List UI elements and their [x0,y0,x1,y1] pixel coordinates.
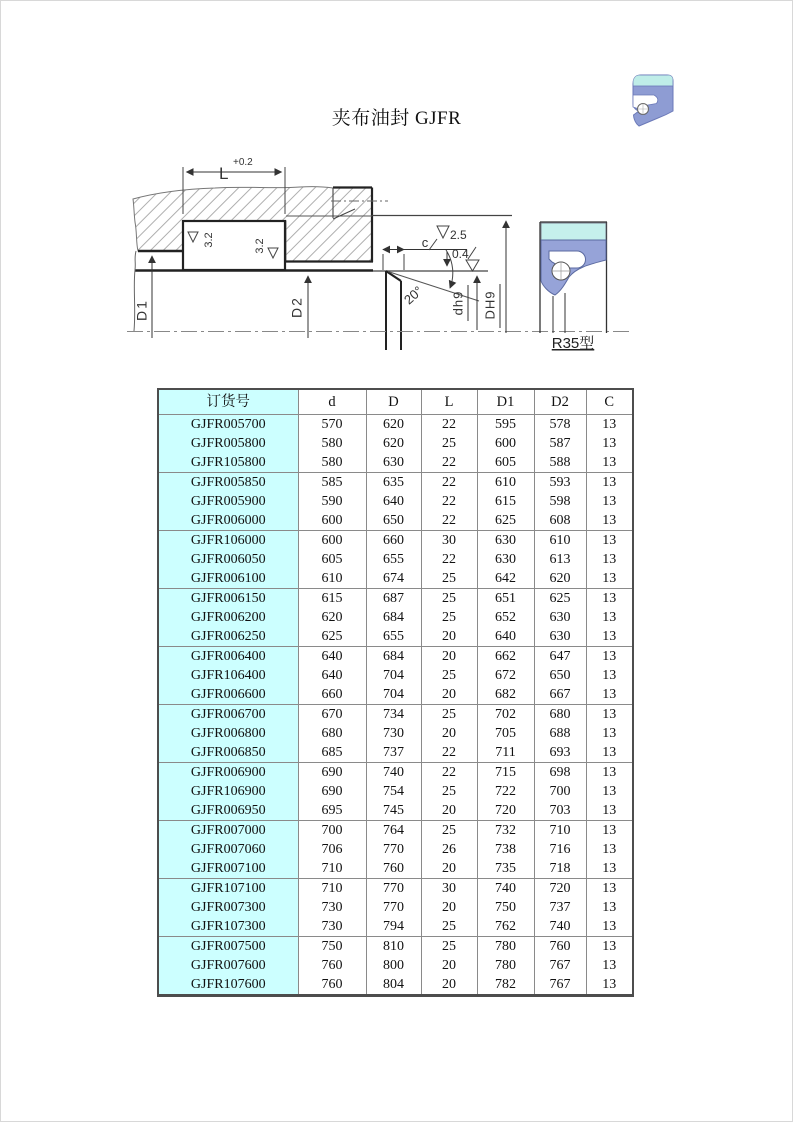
table-cell: 600 [298,511,366,531]
header-d: d [298,389,366,415]
header-C: C [586,389,633,415]
table-cell: 767 [534,975,586,996]
table-cell: 804 [366,975,421,996]
table-cell: 13 [586,473,633,493]
table-cell: 13 [586,821,633,841]
table-cell: 800 [366,956,421,975]
table-cell: 610 [477,473,534,493]
header-D1: D1 [477,389,534,415]
table-cell: 25 [421,666,477,685]
table-cell: 716 [534,840,586,859]
table-row [158,685,633,705]
table-cell: 13 [586,608,633,627]
size-table [157,388,634,997]
table-cell: 750 [477,898,534,917]
table-row [158,879,633,899]
table-cell: 750 [298,937,366,957]
table-cell: 13 [586,743,633,763]
table-cell: 13 [586,589,633,609]
table-cell: 578 [534,415,586,435]
table-cell: 704 [366,666,421,685]
bore-dia-label: DH9 [482,290,498,320]
table-cell: 26 [421,840,477,859]
table-cell: 13 [586,434,633,453]
table-cell: 718 [534,859,586,879]
table-cell: 700 [534,782,586,801]
table-cell: 625 [298,627,366,647]
table-cell: 682 [477,685,534,705]
order-number-cell: GJFR007300 [158,898,298,917]
dia1-label: D1 [133,299,150,321]
order-number-cell: GJFR006050 [158,550,298,569]
table-cell: 30 [421,531,477,551]
dia2-label: D2 [288,296,305,318]
order-number-cell: GJFR007500 [158,937,298,957]
table-cell: 588 [534,453,586,473]
table-cell: 20 [421,647,477,667]
table-cell: 13 [586,666,633,685]
table-cell: 13 [586,531,633,551]
order-number-cell: GJFR007000 [158,821,298,841]
table-row [158,937,633,957]
table-cell: 660 [366,531,421,551]
table-cell: 780 [477,937,534,957]
order-number-cell: GJFR105800 [158,453,298,473]
table-cell: 620 [366,434,421,453]
table-cell: 642 [477,569,534,589]
order-number-cell: GJFR007600 [158,956,298,975]
table-cell: 703 [534,801,586,821]
table-cell: 13 [586,763,633,783]
table-cell: 25 [421,569,477,589]
table-cell: 585 [298,473,366,493]
table-cell: 590 [298,492,366,511]
table-cell: 580 [298,434,366,453]
table-cell: 794 [366,917,421,937]
table-cell: 690 [298,782,366,801]
table-row [158,975,633,996]
size-table-body [158,415,633,996]
order-number-cell: GJFR005700 [158,415,298,435]
table-cell: 640 [477,627,534,647]
table-row [158,415,633,435]
order-number-cell: GJFR006950 [158,801,298,821]
table-cell: 13 [586,647,633,667]
roughness-bottom-label: 0.4 [452,247,469,261]
table-cell: 20 [421,801,477,821]
table-cell: 688 [534,724,586,743]
table-cell: 25 [421,821,477,841]
shaft-dia-label: dh9 [450,290,466,316]
table-row [158,608,633,627]
table-header-row [158,389,633,415]
table-cell: 734 [366,705,421,725]
table-cell: 13 [586,917,633,937]
table-cell: 740 [366,763,421,783]
table-cell: 13 [586,898,633,917]
table-cell: 754 [366,782,421,801]
table-cell: 640 [298,647,366,667]
table-cell: 13 [586,415,633,435]
table-cell: 770 [366,898,421,917]
table-cell: 704 [366,685,421,705]
table-cell: 647 [534,647,586,667]
table-cell: 737 [366,743,421,763]
table-cell: 22 [421,473,477,493]
order-number-cell: GJFR007100 [158,859,298,879]
table-cell: 722 [477,782,534,801]
table-cell: 715 [477,763,534,783]
roughness-mid-label: 3.2 [253,238,266,254]
order-number-cell: GJFR107100 [158,879,298,899]
table-cell: 770 [366,879,421,899]
table-cell: 598 [534,492,586,511]
table-cell: 13 [586,627,633,647]
table-cell: 640 [366,492,421,511]
table-cell: 13 [586,705,633,725]
table-cell: 22 [421,511,477,531]
table-cell: 20 [421,975,477,996]
table-cell: 605 [477,453,534,473]
table-cell: 630 [477,550,534,569]
table-cell: 608 [534,511,586,531]
table-cell: 587 [534,434,586,453]
table-cell: 25 [421,917,477,937]
table-cell: 720 [534,879,586,899]
table-cell: 710 [298,859,366,879]
table-cell: 13 [586,724,633,743]
table-cell: 732 [477,821,534,841]
table-cell: 780 [477,956,534,975]
table-cell: 710 [298,879,366,899]
table-cell: 13 [586,937,633,957]
order-number-cell: GJFR006700 [158,705,298,725]
table-cell: 764 [366,821,421,841]
table-cell: 745 [366,801,421,821]
table-row [158,801,633,821]
table-row [158,569,633,589]
table-cell: 720 [477,801,534,821]
table-row [158,511,633,531]
table-row [158,724,633,743]
dim-length-label: L [219,164,229,183]
table-cell: 22 [421,550,477,569]
table-row [158,956,633,975]
table-cell: 25 [421,434,477,453]
table-cell: 635 [366,473,421,493]
table-cell: 737 [534,898,586,917]
table-row [158,840,633,859]
table-cell: 22 [421,743,477,763]
table-cell: 613 [534,550,586,569]
order-number-cell: GJFR005800 [158,434,298,453]
table-row [158,859,633,879]
table-cell: 600 [298,531,366,551]
table-cell: 13 [586,956,633,975]
table-cell: 30 [421,879,477,899]
table-row [158,821,633,841]
chamfer-width-label: c [421,235,429,250]
table-cell: 620 [534,569,586,589]
order-number-cell: GJFR006200 [158,608,298,627]
order-number-cell: GJFR006800 [158,724,298,743]
table-cell: 672 [477,666,534,685]
table-cell: 667 [534,685,586,705]
table-row [158,743,633,763]
table-cell: 690 [298,763,366,783]
table-cell: 13 [586,453,633,473]
order-number-cell: GJFR107600 [158,975,298,996]
table-row [158,492,633,511]
table-cell: 22 [421,415,477,435]
order-number-cell: GJFR006150 [158,589,298,609]
table-cell: 25 [421,705,477,725]
order-number-cell: GJFR107300 [158,917,298,937]
table-cell: 610 [534,531,586,551]
header-D2: D2 [534,389,586,415]
table-row [158,550,633,569]
table-cell: 13 [586,859,633,879]
table-cell: 640 [298,666,366,685]
table-row [158,666,633,685]
table-cell: 650 [366,511,421,531]
table-cell: 20 [421,956,477,975]
table-cell: 660 [298,685,366,705]
table-cell: 25 [421,937,477,957]
table-cell: 767 [534,956,586,975]
table-cell: 625 [477,511,534,531]
table-cell: 735 [477,859,534,879]
table-cell: 22 [421,492,477,511]
order-number-cell: GJFR106000 [158,531,298,551]
table-cell: 810 [366,937,421,957]
table-cell: 684 [366,608,421,627]
table-cell: 730 [366,724,421,743]
order-number-cell: GJFR006900 [158,763,298,783]
table-cell: 580 [298,453,366,473]
shaft-edge [386,271,401,281]
table-cell: 13 [586,685,633,705]
table-cell: 25 [421,608,477,627]
table-cell: 700 [298,821,366,841]
table-cell: 685 [298,743,366,763]
table-cell: 695 [298,801,366,821]
order-number-cell: GJFR006250 [158,627,298,647]
table-cell: 706 [298,840,366,859]
table-cell: 13 [586,840,633,859]
table-row [158,782,633,801]
table-cell: 20 [421,627,477,647]
table-cell: 760 [298,956,366,975]
table-cell: 760 [298,975,366,996]
table-cell: 22 [421,763,477,783]
table-cell: 730 [298,917,366,937]
table-cell: 570 [298,415,366,435]
table-cell: 595 [477,415,534,435]
page-title: 夹布油封 GJFR [331,108,462,129]
table-cell: 25 [421,589,477,609]
roughness-top-label: 2.5 [450,228,467,242]
table-row [158,763,633,783]
table-cell: 710 [534,821,586,841]
table-cell: 593 [534,473,586,493]
dim-length-tolerance: +0.2 [233,157,253,168]
table-cell: 684 [366,647,421,667]
table-cell: 702 [477,705,534,725]
table-cell: 600 [477,434,534,453]
table-cell: 698 [534,763,586,783]
seal-cross-section [183,221,285,270]
roughness-left-label: 3.2 [202,232,215,248]
table-row [158,705,633,725]
table-cell: 13 [586,975,633,996]
table-cell: 730 [298,898,366,917]
table-row [158,473,633,493]
order-number-cell: GJFR006600 [158,685,298,705]
table-row [158,434,633,453]
table-cell: 693 [534,743,586,763]
table-cell: 651 [477,589,534,609]
header-L: L [421,389,477,415]
order-number-cell: GJFR006100 [158,569,298,589]
table-cell: 615 [298,589,366,609]
table-cell: 650 [534,666,586,685]
angle-label: 20° [400,283,426,308]
table-cell: 610 [298,569,366,589]
table-cell: 655 [366,550,421,569]
order-number-cell: GJFR006400 [158,647,298,667]
table-row [158,917,633,937]
header-order-number: 订货号 [158,389,298,415]
table-cell: 760 [366,859,421,879]
table-row [158,589,633,609]
order-number-cell: GJFR007060 [158,840,298,859]
table-cell: 620 [298,608,366,627]
table-cell: 630 [366,453,421,473]
table-cell: 20 [421,724,477,743]
table-cell: 687 [366,589,421,609]
r35-profile-figure [540,222,607,352]
table-cell: 711 [477,743,534,763]
table-cell: 655 [366,627,421,647]
table-cell: 760 [534,937,586,957]
order-number-cell: GJFR106400 [158,666,298,685]
table-cell: 13 [586,879,633,899]
table-cell: 652 [477,608,534,627]
table-cell: 615 [477,492,534,511]
table-cell: 770 [366,840,421,859]
table-cell: 740 [534,917,586,937]
table-cell: 738 [477,840,534,859]
order-number-cell: GJFR005900 [158,492,298,511]
table-row [158,627,633,647]
table-cell: 630 [534,627,586,647]
table-cell: 630 [477,531,534,551]
table-cell: 674 [366,569,421,589]
table-cell: 22 [421,453,477,473]
table-cell: 705 [477,724,534,743]
table-cell: 25 [421,782,477,801]
order-number-cell: GJFR006000 [158,511,298,531]
order-number-cell: GJFR106900 [158,782,298,801]
table-row [158,531,633,551]
table-cell: 782 [477,975,534,996]
table-cell: 13 [586,511,633,531]
table-row [158,453,633,473]
table-cell: 13 [586,492,633,511]
table-cell: 20 [421,898,477,917]
table-row [158,898,633,917]
table-cell: 13 [586,569,633,589]
table-cell: 762 [477,917,534,937]
table-cell: 670 [298,705,366,725]
header-D: D [366,389,421,415]
table-cell: 605 [298,550,366,569]
table-cell: 680 [298,724,366,743]
r35-profile-label: R35型 [551,335,595,352]
order-number-cell: GJFR006850 [158,743,298,763]
table-cell: 620 [366,415,421,435]
table-cell: 20 [421,859,477,879]
order-number-cell: GJFR005850 [158,473,298,493]
table-cell: 13 [586,550,633,569]
table-cell: 680 [534,705,586,725]
table-cell: 740 [477,879,534,899]
table-cell: 20 [421,685,477,705]
table-cell: 662 [477,647,534,667]
table-row [158,647,633,667]
table-cell: 13 [586,782,633,801]
table-cell: 625 [534,589,586,609]
table-cell: 630 [534,608,586,627]
table-cell: 13 [586,801,633,821]
